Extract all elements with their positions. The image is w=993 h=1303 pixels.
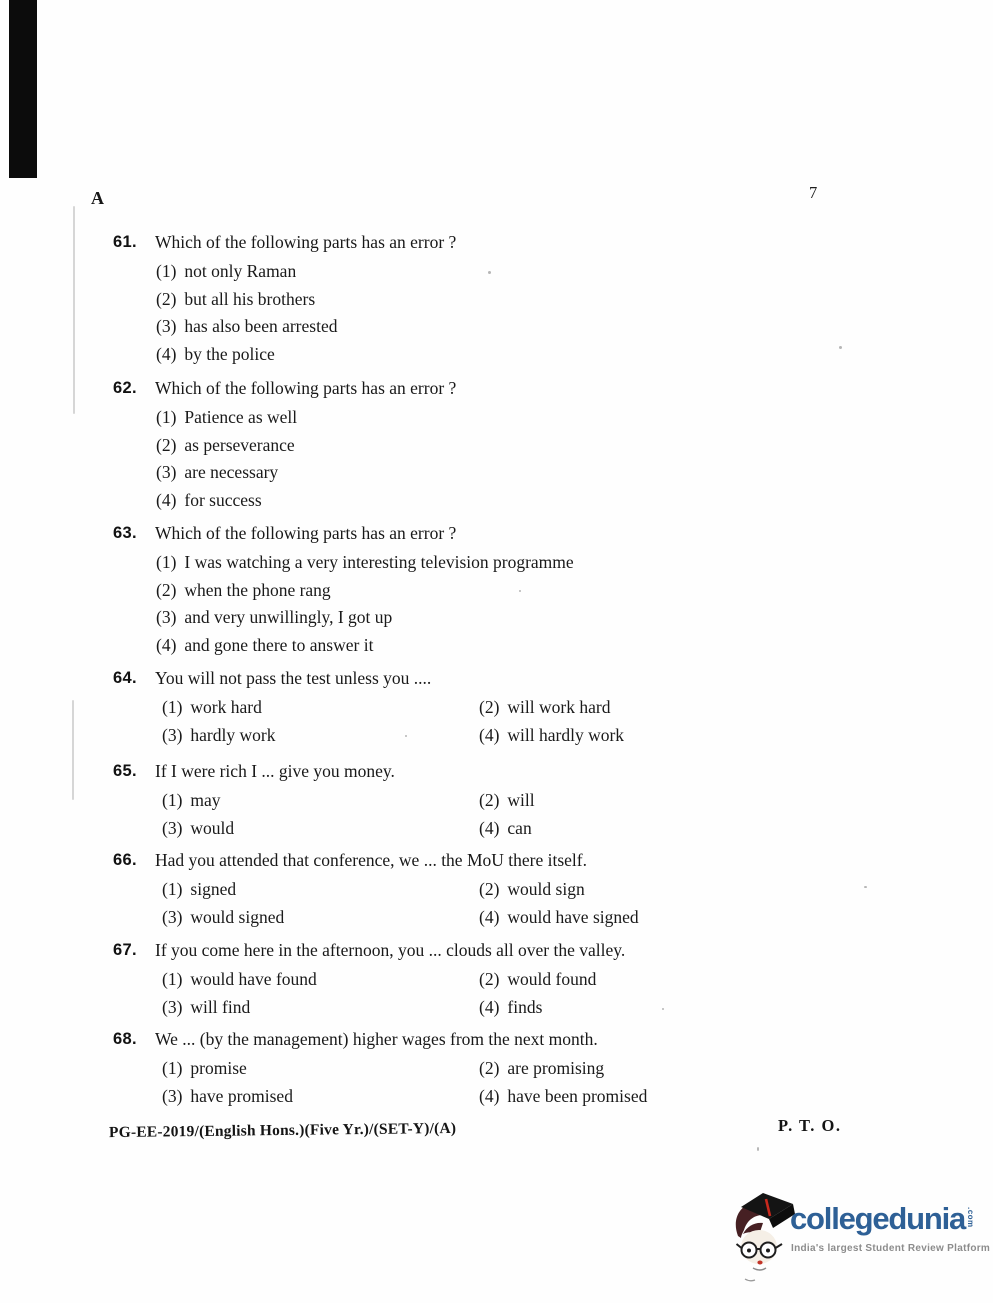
option-marker: (1) <box>162 969 183 989</box>
option-1 <box>156 407 297 428</box>
option-text: would <box>190 818 235 838</box>
option-1 <box>162 969 317 990</box>
scan-speck <box>864 886 867 888</box>
option-marker: (3) <box>156 607 177 627</box>
option-4 <box>479 818 532 839</box>
option-1 <box>162 790 221 811</box>
option-3 <box>162 1086 293 1107</box>
option-marker: (4) <box>479 907 500 927</box>
option-4 <box>156 635 373 656</box>
option-4 <box>479 1086 647 1107</box>
option-2 <box>479 1058 604 1079</box>
question-number: 62. <box>113 379 137 397</box>
option-text: work hard <box>190 697 262 717</box>
option-marker: (1) <box>162 1058 183 1078</box>
question-text: Which of the following parts has an error ? <box>155 232 457 252</box>
option-text: for success <box>184 489 262 510</box>
option-text: have promised <box>190 1086 293 1106</box>
option-3 <box>156 462 278 483</box>
option-1 <box>156 552 574 573</box>
option-1 <box>156 261 296 282</box>
option-text: not only Raman <box>184 261 297 281</box>
option-marker: (2) <box>156 288 177 309</box>
option-marker: (3) <box>162 818 183 838</box>
question-number: 64. <box>113 669 137 687</box>
scan-margin-line <box>73 206 75 414</box>
option-4 <box>479 725 624 746</box>
scan-speck <box>757 1147 759 1151</box>
option-marker: (4) <box>156 343 177 364</box>
brand-wordmark: collegedunia <box>790 1201 966 1236</box>
option-3 <box>156 607 392 628</box>
question-number: 66. <box>113 851 137 869</box>
mascot-icon <box>733 1190 797 1285</box>
scan-speck <box>519 590 521 592</box>
option-marker: (1) <box>162 879 183 899</box>
scan-speck <box>839 346 842 349</box>
option-text: will <box>507 790 535 810</box>
option-text: are promising <box>507 1058 605 1078</box>
option-text: will hardly work <box>507 725 625 745</box>
option-marker: (4) <box>479 997 500 1017</box>
option-text: would found <box>507 969 597 989</box>
option-2 <box>156 435 295 456</box>
option-text: can <box>507 818 532 838</box>
option-marker: (2) <box>479 790 500 810</box>
question-text: If I were rich I ... give you money. <box>155 761 395 781</box>
option-text: would have found <box>190 969 317 989</box>
option-text: and gone there to answer it <box>184 634 374 655</box>
option-marker: (1) <box>162 790 183 810</box>
collegedunia-logo <box>733 1190 993 1290</box>
option-text: promise <box>190 1058 247 1078</box>
question-text: If you come here in the afternoon, you ... clouds all over the valley. <box>155 940 626 960</box>
option-2 <box>479 790 535 811</box>
question-number: 63. <box>113 524 137 542</box>
option-marker: (4) <box>479 725 500 745</box>
paper-code: PG-EE-2019/(English Hons.)(Five Yr.)/(SET-Y)/(A) <box>108 1119 457 1142</box>
option-text: when the phone rang <box>184 579 331 600</box>
option-marker: (3) <box>162 1086 183 1106</box>
option-marker: (1) <box>156 552 177 572</box>
scan-margin-line <box>72 700 74 800</box>
option-text: hardly work <box>190 725 276 745</box>
question-text: Which of the following parts has an error ? <box>155 378 457 398</box>
option-text: have been promised <box>507 1086 648 1106</box>
option-3 <box>162 907 284 928</box>
option-text: will find <box>190 997 251 1017</box>
question-number: 61. <box>113 233 137 251</box>
option-text: by the police <box>184 343 275 364</box>
question-number: 68. <box>113 1030 137 1048</box>
option-marker: (3) <box>162 997 183 1017</box>
option-text: as perseverance <box>184 434 295 455</box>
option-3 <box>162 725 275 746</box>
question-text: We ... (by the management) higher wages from the next month. <box>155 1029 598 1049</box>
option-4 <box>156 344 275 365</box>
scan-speck <box>488 271 491 274</box>
option-marker: (2) <box>479 969 500 989</box>
scan-speck <box>405 735 407 737</box>
option-marker: (3) <box>162 725 183 745</box>
option-marker: (3) <box>156 316 177 336</box>
option-marker: (2) <box>479 697 500 717</box>
question-text: You will not pass the test unless you .... <box>155 668 432 688</box>
scan-speck <box>662 1008 664 1010</box>
option-marker: (3) <box>162 907 183 927</box>
scan-artifact-bar <box>9 0 37 178</box>
option-1 <box>162 1058 247 1079</box>
option-3 <box>156 316 337 337</box>
pto-label: P. T. O. <box>778 1116 842 1135</box>
brand-tagline: India's largest Student Review Platform <box>791 1243 991 1254</box>
option-2 <box>156 580 331 601</box>
option-text: would signed <box>190 907 285 927</box>
option-text: will work hard <box>507 697 611 717</box>
page-number: 7 <box>809 183 818 202</box>
option-marker: (4) <box>479 818 500 838</box>
option-3 <box>162 818 234 839</box>
option-1 <box>162 697 262 718</box>
option-marker: (2) <box>156 434 177 455</box>
brand-tld: .com <box>966 1207 975 1228</box>
set-letter: A <box>91 188 105 208</box>
option-text: would sign <box>507 879 585 899</box>
option-text: and very unwillingly, I got up <box>184 607 393 627</box>
option-marker: (4) <box>156 489 177 510</box>
option-marker: (3) <box>156 462 177 482</box>
option-2 <box>479 969 596 990</box>
option-marker: (1) <box>162 697 183 717</box>
option-2 <box>156 289 315 310</box>
question-text: Which of the following parts has an error ? <box>155 523 457 543</box>
option-text: may <box>190 790 221 810</box>
option-3 <box>162 997 250 1018</box>
option-text: would have signed <box>507 907 639 927</box>
question-number: 65. <box>113 762 137 780</box>
option-marker: (4) <box>479 1086 500 1106</box>
option-4 <box>479 997 542 1018</box>
option-text: but all his brothers <box>184 288 316 309</box>
question-text: Had you attended that conference, we ... the MoU there itself. <box>155 850 587 870</box>
option-1 <box>162 879 236 900</box>
option-marker: (1) <box>156 261 177 281</box>
option-marker: (2) <box>156 579 177 600</box>
option-text: Patience as well <box>184 407 298 427</box>
option-4 <box>479 907 639 928</box>
option-2 <box>479 697 610 718</box>
option-text: signed <box>190 879 237 899</box>
option-marker: (4) <box>156 634 177 655</box>
option-text: I was watching a very interesting television programme <box>184 552 574 572</box>
option-marker: (2) <box>479 1058 500 1078</box>
option-marker: (2) <box>479 879 500 899</box>
question-number: 67. <box>113 941 137 959</box>
option-marker: (1) <box>156 407 177 427</box>
option-text: has also been arrested <box>184 316 338 336</box>
option-text: are necessary <box>184 462 279 482</box>
option-4 <box>156 490 262 511</box>
option-2 <box>479 879 585 900</box>
option-text: finds <box>507 997 543 1017</box>
